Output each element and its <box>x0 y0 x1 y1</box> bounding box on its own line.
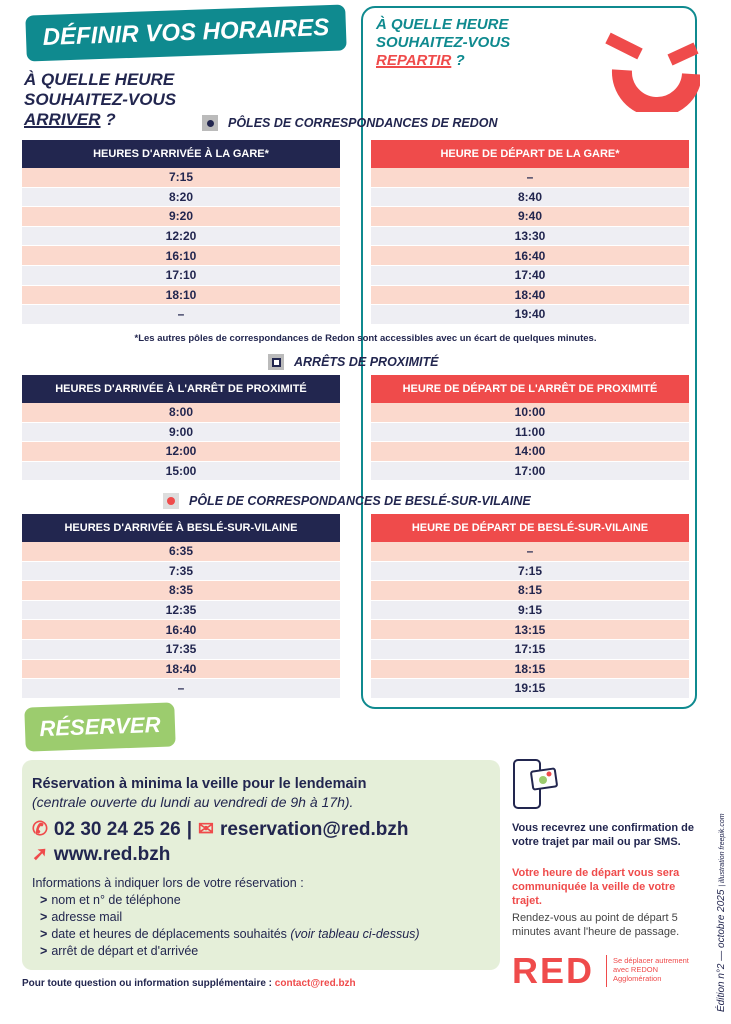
table-row: 8:20 <box>22 188 340 208</box>
table-redon-departure <box>371 140 689 325</box>
phone-link[interactable]: 02 30 24 25 26 <box>53 818 181 840</box>
table-besle-arrival <box>22 514 340 699</box>
q-line: SOUHAITEZ-VOUS <box>24 90 177 109</box>
table-row: 8:40 <box>371 188 689 208</box>
table-row: 18:10 <box>22 286 340 306</box>
footnote: *Les autres pôles de correspondances de Redon sont accessibles avec un écart de quelques minutes. <box>134 333 597 344</box>
credit: | illustration freepik.com <box>719 813 726 887</box>
table-row: 9:20 <box>22 207 340 227</box>
page-title: DÉFINIR VOS HORAIRES <box>25 4 346 61</box>
table-row: 9:40 <box>371 207 689 227</box>
q-line: À QUELLE HEURE <box>376 16 509 33</box>
table-header: HEURES D'ARRIVÉE À LA GARE* <box>22 140 340 168</box>
table-row: 16:10 <box>22 246 340 266</box>
q-emphasis: ARRIVER <box>24 110 101 129</box>
table-row: 16:40 <box>371 246 689 266</box>
list-item: > arrêt de départ et d'arrivée <box>40 944 199 958</box>
item-text: arrêt de départ et d'arrivée <box>51 944 199 958</box>
table-row: 15:00 <box>22 462 340 482</box>
table-row: 7:35 <box>22 562 340 582</box>
meeting-notice: Rendez-vous au point de départ 5 minutes avant l'heure de passage. <box>512 912 680 938</box>
table-row: 11:00 <box>371 423 689 443</box>
q-end: ? <box>451 52 465 69</box>
table-row: 17:10 <box>22 266 340 286</box>
list-item: > adresse mail <box>40 910 123 924</box>
edition-line <box>716 813 727 1012</box>
arrive-question <box>24 70 176 130</box>
item-text: adresse mail <box>51 910 123 924</box>
reserver-heading: RÉSERVER <box>24 702 175 751</box>
item-text: nom et n° de téléphone <box>51 893 181 907</box>
table-redon-arrival <box>22 140 340 325</box>
table-header: HEURES D'ARRIVÉE À L'ARRÊT DE PROXIMITÉ <box>22 375 340 403</box>
table-header: HEURE DE DÉPART DE BESLÉ-SUR-VILAINE <box>371 514 689 542</box>
section-redon-title <box>202 115 497 131</box>
list-item: > nom et n° de téléphone <box>40 893 181 907</box>
table-row: 13:30 <box>371 227 689 247</box>
table-row: 19:15 <box>371 679 689 699</box>
table-row: 12:35 <box>22 601 340 621</box>
separator: | <box>186 818 193 840</box>
table-row: 12:00 <box>22 442 340 462</box>
section-title: ARRÊTS DE PROXIMITÉ <box>294 355 439 369</box>
logo-divider <box>606 955 607 987</box>
phone-notification-icon <box>512 758 560 812</box>
table-header: HEURE DE DÉPART DE LA GARE* <box>371 140 689 168</box>
table-row: 8:35 <box>22 581 340 601</box>
table-row: 17:00 <box>371 462 689 482</box>
redon-marker-icon <box>202 115 218 131</box>
section-besle-title <box>163 493 531 509</box>
table-row: – <box>371 542 689 562</box>
table-row: 17:40 <box>371 266 689 286</box>
table-header: HEURES D'ARRIVÉE À BESLÉ-SUR-VILAINE <box>22 514 340 542</box>
table-row: 12:20 <box>22 227 340 247</box>
table-row: 18:40 <box>371 286 689 306</box>
email-link[interactable]: reservation@red.bzh <box>219 818 409 840</box>
table-row: 6:35 <box>22 542 340 562</box>
section-title: PÔLES DE CORRESPONDANCES DE REDON <box>228 116 498 130</box>
contact-line <box>22 978 356 989</box>
confirmation-text: Vous recevrez une confirmation de votre trajet par mail ou par SMS. <box>512 822 694 848</box>
departure-notice: Votre heure de départ vous sera communiquée la veille de votre trajet. <box>512 867 680 907</box>
info-label: Informations à indiquer lors de votre réservation : <box>32 876 304 890</box>
table-proximity-departure <box>371 375 689 481</box>
booking-box <box>22 760 500 970</box>
clock-illustration-icon <box>600 22 700 112</box>
booking-hours: (centrale ouverte du lundi au vendredi de 9h à 17h). <box>32 794 354 810</box>
list-item: > date et heures de déplacements souhaités (voir tableau ci-dessus) <box>40 927 420 941</box>
table-row: 17:35 <box>22 640 340 660</box>
table-row: 16:40 <box>22 620 340 640</box>
table-row: 8:00 <box>22 403 340 423</box>
table-row: – <box>371 168 689 188</box>
item-note: (voir tableau ci-dessus) <box>290 927 420 941</box>
table-row: 14:00 <box>371 442 689 462</box>
table-row: 18:40 <box>22 660 340 680</box>
logo-tagline: Se déplacer autrement avec REDON Agglomération <box>613 956 689 983</box>
web-arrow-icon: ➚ <box>32 844 48 865</box>
table-row: 13:15 <box>371 620 689 640</box>
table-row: 18:15 <box>371 660 689 680</box>
table-row: – <box>22 305 340 325</box>
table-proximity-arrival <box>22 375 340 481</box>
contact-email-link[interactable]: contact@red.bzh <box>274 978 356 989</box>
table-row: 10:00 <box>371 403 689 423</box>
table-row: 8:15 <box>371 581 689 601</box>
section-title: PÔLE DE CORRESPONDANCES DE BESLÉ-SUR-VILAINE <box>189 494 531 508</box>
table-row: 9:00 <box>22 423 340 443</box>
table-besle-departure <box>371 514 689 699</box>
booking-line1: Réservation à minima la veille pour le lendemain <box>32 776 367 792</box>
item-text: date et heures de déplacements souhaités <box>51 927 291 941</box>
depart-question <box>376 16 510 70</box>
table-row: 9:15 <box>371 601 689 621</box>
table-row: 19:40 <box>371 305 689 325</box>
table-row: 7:15 <box>22 168 340 188</box>
q-end: ? <box>100 110 116 129</box>
table-row: – <box>22 679 340 699</box>
edition: Édition n°2 — octobre 2025 <box>716 889 727 1012</box>
q-line: À QUELLE HEURE <box>24 70 175 89</box>
proximity-marker-icon <box>268 354 284 370</box>
besle-marker-icon <box>163 493 179 509</box>
section-proximity-title <box>268 354 438 370</box>
phone-icon: ✆ <box>32 819 48 840</box>
table-row: 17:15 <box>371 640 689 660</box>
q-line: SOUHAITEZ-VOUS <box>376 34 511 51</box>
q-emphasis: REPARTIR <box>376 52 452 69</box>
red-logo: RED <box>512 950 595 991</box>
website-link[interactable]: www.red.bzh <box>53 843 171 865</box>
contact-label: Pour toute question ou information supplémentaire : <box>22 978 275 989</box>
table-header: HEURE DE DÉPART DE L'ARRÊT DE PROXIMITÉ <box>371 375 689 403</box>
table-row: 7:15 <box>371 562 689 582</box>
mail-icon: ✉ <box>198 819 214 840</box>
